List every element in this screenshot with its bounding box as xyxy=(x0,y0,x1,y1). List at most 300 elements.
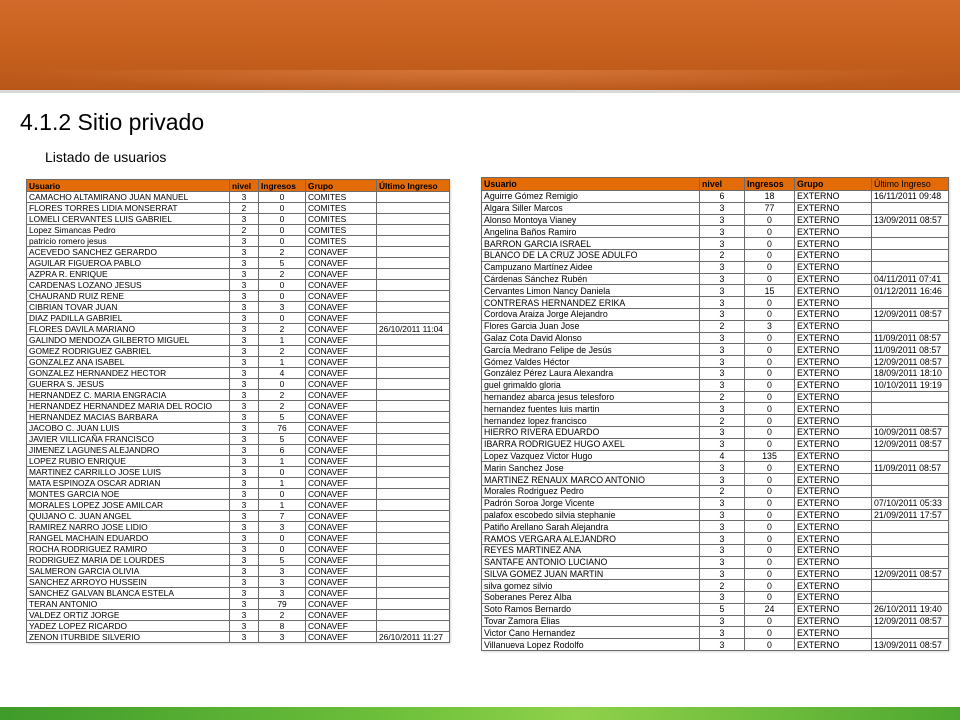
cell-ultimo-ingreso xyxy=(872,261,949,273)
cell-grupo: CONAVEF xyxy=(306,566,377,577)
cell-grupo: CONAVEF xyxy=(306,335,377,346)
table-row xyxy=(482,214,949,226)
table-row xyxy=(482,238,949,250)
table-header-row xyxy=(482,178,949,191)
table-row xyxy=(482,379,949,391)
cell-usuario: BARRON GARCIA ISRAEL xyxy=(482,238,700,250)
cell-grupo: EXTERNO xyxy=(795,509,872,521)
cell-ultimo-ingreso xyxy=(377,522,450,533)
table-row xyxy=(482,603,949,615)
table-row xyxy=(27,544,450,555)
cell-ingresos: 2 xyxy=(259,390,306,401)
cell-ultimo-ingreso xyxy=(377,566,450,577)
cell-ultimo-ingreso xyxy=(377,236,450,247)
cell-ingresos: 5 xyxy=(259,412,306,423)
column-header-ultimo-ingreso: Último Ingreso xyxy=(872,178,949,191)
cell-usuario: Tovar Zamora Elias xyxy=(482,615,700,627)
cell-ultimo-ingreso xyxy=(377,511,450,522)
table-row xyxy=(482,438,949,450)
cell-usuario: MATA ESPINOZA OSCAR ADRIAN xyxy=(27,478,230,489)
cell-ultimo-ingreso xyxy=(872,521,949,533)
cell-grupo: CONAVEF xyxy=(306,302,377,313)
cell-nivel: 3 xyxy=(230,379,259,390)
cell-ultimo-ingreso: 11/09/2011 08:57 xyxy=(872,462,949,474)
table-row xyxy=(27,324,450,335)
cell-grupo: EXTERNO xyxy=(795,533,872,545)
table-row xyxy=(27,203,450,214)
cell-ingresos: 0 xyxy=(745,556,795,568)
table-row xyxy=(27,445,450,456)
cell-ultimo-ingreso: 11/09/2011 08:57 xyxy=(872,344,949,356)
cell-nivel: 3 xyxy=(700,261,745,273)
cell-ingresos: 0 xyxy=(259,291,306,302)
cell-nivel: 2 xyxy=(700,249,745,261)
cell-usuario: Galaz Cota David Alonso xyxy=(482,332,700,344)
cell-usuario: Villanueva Lopez Rodolfo xyxy=(482,639,700,651)
cell-usuario: VALDEZ ORTIZ JORGE xyxy=(27,610,230,621)
cell-ingresos: 3 xyxy=(259,632,306,643)
cell-ingresos: 0 xyxy=(745,521,795,533)
table-row xyxy=(27,214,450,225)
cell-grupo: EXTERNO xyxy=(795,261,872,273)
cell-nivel: 3 xyxy=(700,521,745,533)
cell-grupo: EXTERNO xyxy=(795,639,872,651)
cell-nivel: 3 xyxy=(230,423,259,434)
cell-grupo: CONAVEF xyxy=(306,291,377,302)
cell-usuario: ROCHA RODRIGUEZ RAMIRO xyxy=(27,544,230,555)
cell-ingresos: 0 xyxy=(745,273,795,285)
cell-ingresos: 1 xyxy=(259,335,306,346)
table-row xyxy=(482,261,949,273)
cell-ultimo-ingreso: 26/10/2011 11:27 xyxy=(377,632,450,643)
table-row xyxy=(482,320,949,332)
cell-ingresos: 5 xyxy=(259,555,306,566)
cell-grupo: EXTERNO xyxy=(795,249,872,261)
table-row xyxy=(27,588,450,599)
cell-nivel: 3 xyxy=(230,467,259,478)
cell-usuario: AZPRA R. ENRIQUE xyxy=(27,269,230,280)
cell-grupo: CONAVEF xyxy=(306,445,377,456)
cell-usuario: ACEVEDO SANCHEZ GERARDO xyxy=(27,247,230,258)
cell-ingresos: 135 xyxy=(745,450,795,462)
cell-grupo: CONAVEF xyxy=(306,632,377,643)
cell-ingresos: 5 xyxy=(259,434,306,445)
cell-usuario: ZENON ITURBIDE SILVERIO xyxy=(27,632,230,643)
table-row xyxy=(482,273,949,285)
cell-ultimo-ingreso: 10/09/2011 08:57 xyxy=(872,426,949,438)
cell-ingresos: 0 xyxy=(259,379,306,390)
cell-usuario: FLORES DAVILA MARIANO xyxy=(27,324,230,335)
cell-ultimo-ingreso xyxy=(377,346,450,357)
column-header-nivel: nivel xyxy=(230,180,259,192)
cell-grupo: CONAVEF xyxy=(306,423,377,434)
column-header-ingresos: Ingresos xyxy=(745,178,795,191)
cell-nivel: 3 xyxy=(700,592,745,604)
cell-usuario: RAMIREZ NARRO JOSE LIDIO xyxy=(27,522,230,533)
cell-grupo: COMITES xyxy=(306,236,377,247)
cell-usuario: SANCHEZ GALVAN BLANCA ESTELA xyxy=(27,588,230,599)
table-row xyxy=(482,367,949,379)
cell-nivel: 3 xyxy=(230,269,259,280)
cell-nivel: 3 xyxy=(230,214,259,225)
cell-ultimo-ingreso xyxy=(872,544,949,556)
cell-ingresos: 0 xyxy=(745,580,795,592)
cell-usuario: Aguirre Gómez Remigio xyxy=(482,191,700,203)
cell-usuario: REYES MARTINEZ ANA xyxy=(482,544,700,556)
table-row xyxy=(27,280,450,291)
cell-grupo: CONAVEF xyxy=(306,368,377,379)
cell-ultimo-ingreso xyxy=(377,214,450,225)
cell-grupo: EXTERNO xyxy=(795,521,872,533)
table-row xyxy=(482,450,949,462)
cell-ultimo-ingreso xyxy=(377,379,450,390)
table-row xyxy=(27,423,450,434)
table-row xyxy=(27,236,450,247)
cell-grupo: EXTERNO xyxy=(795,344,872,356)
cell-grupo: EXTERNO xyxy=(795,367,872,379)
cell-grupo: CONAVEF xyxy=(306,489,377,500)
cell-ingresos: 0 xyxy=(745,568,795,580)
cell-ingresos: 0 xyxy=(745,344,795,356)
cell-nivel: 3 xyxy=(230,500,259,511)
cell-grupo: CONAVEF xyxy=(306,533,377,544)
table-row xyxy=(482,544,949,556)
cell-usuario: BLANCO DE LA CRUZ JOSE ADULFO xyxy=(482,249,700,261)
cell-ultimo-ingreso xyxy=(377,357,450,368)
cell-ultimo-ingreso xyxy=(872,592,949,604)
cell-ultimo-ingreso xyxy=(377,500,450,511)
cell-usuario: SALMERON GARCIA OLIVIA xyxy=(27,566,230,577)
cell-ingresos: 2 xyxy=(259,247,306,258)
table-row xyxy=(27,577,450,588)
table-row xyxy=(482,403,949,415)
column-header-ingresos: Ingresos xyxy=(259,180,306,192)
cell-usuario: MARTINEZ RENAUX MARCO ANTONIO xyxy=(482,474,700,486)
table-row xyxy=(27,269,450,280)
cell-ultimo-ingreso: 16/11/2011 09:48 xyxy=(872,191,949,203)
cell-ingresos: 0 xyxy=(745,415,795,427)
table-body-right xyxy=(482,191,949,651)
cell-usuario: hernandez abarca jesus telesforo xyxy=(482,391,700,403)
cell-ultimo-ingreso xyxy=(377,291,450,302)
cell-usuario: Campuzano Martínez Aidee xyxy=(482,261,700,273)
cell-usuario: CONTRERAS HERNANDEZ ERIKA xyxy=(482,297,700,309)
cell-nivel: 3 xyxy=(230,599,259,610)
cell-ingresos: 0 xyxy=(259,489,306,500)
table-row xyxy=(27,335,450,346)
cell-grupo: EXTERNO xyxy=(795,238,872,250)
cell-nivel: 3 xyxy=(230,313,259,324)
cell-grupo: EXTERNO xyxy=(795,497,872,509)
cell-nivel: 2 xyxy=(700,415,745,427)
cell-nivel: 3 xyxy=(230,489,259,500)
banner-highlight xyxy=(0,70,960,92)
cell-nivel: 3 xyxy=(230,577,259,588)
cell-nivel: 3 xyxy=(230,621,259,632)
table-row xyxy=(27,346,450,357)
cell-grupo: CONAVEF xyxy=(306,522,377,533)
cell-nivel: 3 xyxy=(230,544,259,555)
cell-nivel: 2 xyxy=(230,203,259,214)
cell-nivel: 3 xyxy=(700,297,745,309)
table-row xyxy=(27,610,450,621)
table-row xyxy=(27,500,450,511)
cell-ingresos: 0 xyxy=(259,313,306,324)
cell-grupo: CONAVEF xyxy=(306,258,377,269)
cell-grupo: CONAVEF xyxy=(306,456,377,467)
cell-ultimo-ingreso xyxy=(377,368,450,379)
cell-ultimo-ingreso: 13/09/2011 08:57 xyxy=(872,214,949,226)
cell-nivel: 3 xyxy=(230,412,259,423)
cell-nivel: 3 xyxy=(230,291,259,302)
cell-ingresos: 0 xyxy=(259,214,306,225)
cell-ingresos: 0 xyxy=(745,403,795,415)
cell-ultimo-ingreso xyxy=(872,202,949,214)
table-row xyxy=(27,368,450,379)
table-row xyxy=(27,467,450,478)
cell-usuario: GALINDO MENDOZA GILBERTO MIGUEL xyxy=(27,335,230,346)
table-row xyxy=(482,308,949,320)
cell-ingresos: 0 xyxy=(259,225,306,236)
cell-nivel: 3 xyxy=(230,357,259,368)
cell-usuario: GUERRA S. JESUS xyxy=(27,379,230,390)
cell-grupo: CONAVEF xyxy=(306,577,377,588)
cell-grupo: EXTERNO xyxy=(795,356,872,368)
table-row xyxy=(27,621,450,632)
cell-usuario: Cárdenas Sánchez Rubén xyxy=(482,273,700,285)
cell-usuario: HERNANDEZ C. MARIA ENGRACIA xyxy=(27,390,230,401)
cell-ultimo-ingreso xyxy=(377,434,450,445)
table-row xyxy=(482,191,949,203)
cell-ingresos: 3 xyxy=(259,566,306,577)
table-row xyxy=(482,556,949,568)
cell-ultimo-ingreso xyxy=(872,226,949,238)
table-row xyxy=(27,632,450,643)
cell-grupo: EXTERNO xyxy=(795,391,872,403)
cell-nivel: 3 xyxy=(700,214,745,226)
cell-grupo: EXTERNO xyxy=(795,438,872,450)
cell-ingresos: 0 xyxy=(259,533,306,544)
cell-nivel: 2 xyxy=(700,391,745,403)
cell-ingresos: 0 xyxy=(745,238,795,250)
cell-nivel: 3 xyxy=(700,509,745,521)
cell-nivel: 3 xyxy=(230,302,259,313)
cell-grupo: EXTERNO xyxy=(795,544,872,556)
cell-ultimo-ingreso: 12/09/2011 08:57 xyxy=(872,615,949,627)
table-row xyxy=(27,313,450,324)
cell-ingresos: 0 xyxy=(745,627,795,639)
cell-ingresos: 15 xyxy=(745,285,795,297)
cell-grupo: EXTERNO xyxy=(795,332,872,344)
column-header-usuario: Usuario xyxy=(27,180,230,192)
cell-ingresos: 1 xyxy=(259,456,306,467)
cell-grupo: CONAVEF xyxy=(306,390,377,401)
cell-nivel: 3 xyxy=(700,226,745,238)
cell-ultimo-ingreso xyxy=(377,280,450,291)
table-row xyxy=(482,462,949,474)
table-row xyxy=(27,401,450,412)
cell-grupo: EXTERNO xyxy=(795,627,872,639)
cell-usuario: MARTINEZ CARRILLO JOSE LUIS xyxy=(27,467,230,478)
cell-ingresos: 0 xyxy=(745,615,795,627)
cell-ultimo-ingreso xyxy=(872,297,949,309)
cell-nivel: 3 xyxy=(230,445,259,456)
cell-ultimo-ingreso: 18/09/2011 18:10 xyxy=(872,367,949,379)
cell-nivel: 3 xyxy=(700,273,745,285)
cell-grupo: EXTERNO xyxy=(795,615,872,627)
table-row xyxy=(482,615,949,627)
cell-usuario: HERNANDEZ HERNANDEZ MARIA DEL ROCIO xyxy=(27,401,230,412)
cell-ultimo-ingreso xyxy=(377,302,450,313)
table-row xyxy=(482,391,949,403)
cell-ingresos: 3 xyxy=(259,577,306,588)
cell-ultimo-ingreso xyxy=(377,533,450,544)
users-sheet-left xyxy=(26,179,450,643)
cell-grupo: CONAVEF xyxy=(306,511,377,522)
cell-ingresos: 8 xyxy=(259,621,306,632)
cell-ultimo-ingreso: 12/09/2011 08:57 xyxy=(872,308,949,320)
cell-usuario: patricio romero jesus xyxy=(27,236,230,247)
cell-nivel: 3 xyxy=(700,332,745,344)
table-row xyxy=(482,415,949,427)
cell-nivel: 3 xyxy=(700,356,745,368)
cell-usuario: silva gomez silvio xyxy=(482,580,700,592)
cell-nivel: 4 xyxy=(700,450,745,462)
cell-ingresos: 3 xyxy=(259,302,306,313)
cell-ingresos: 7 xyxy=(259,511,306,522)
users-table-right xyxy=(481,177,949,651)
cell-usuario: DIAZ PADILLA GABRIEL xyxy=(27,313,230,324)
cell-nivel: 3 xyxy=(230,478,259,489)
cell-ingresos: 0 xyxy=(259,203,306,214)
cell-ultimo-ingreso xyxy=(377,203,450,214)
cell-ultimo-ingreso xyxy=(377,390,450,401)
banner-divider xyxy=(0,90,960,93)
table-row xyxy=(482,344,949,356)
cell-ultimo-ingreso: 12/09/2011 08:57 xyxy=(872,356,949,368)
cell-ingresos: 1 xyxy=(259,500,306,511)
cell-grupo: CONAVEF xyxy=(306,610,377,621)
cell-ultimo-ingreso xyxy=(377,445,450,456)
cell-ingresos: 76 xyxy=(259,423,306,434)
cell-usuario: JACOBO C. JUAN LUIS xyxy=(27,423,230,434)
cell-nivel: 3 xyxy=(700,285,745,297)
cell-usuario: MORALES LOPEZ JOSE AMILCAR xyxy=(27,500,230,511)
cell-ingresos: 0 xyxy=(745,261,795,273)
table-row xyxy=(27,247,450,258)
cell-nivel: 3 xyxy=(700,344,745,356)
cell-usuario: CHAURAND RUIZ RENE xyxy=(27,291,230,302)
cell-ultimo-ingreso: 12/09/2011 08:57 xyxy=(872,568,949,580)
cell-usuario: HERNANDEZ MACIAS BARBARA xyxy=(27,412,230,423)
cell-grupo: EXTERNO xyxy=(795,273,872,285)
cell-usuario: hernandez fuentes luis martin xyxy=(482,403,700,415)
cell-ultimo-ingreso xyxy=(377,412,450,423)
cell-ultimo-ingreso: 11/09/2011 08:57 xyxy=(872,332,949,344)
cell-grupo: EXTERNO xyxy=(795,568,872,580)
cell-grupo: EXTERNO xyxy=(795,415,872,427)
cell-usuario: Flores Garcia Juan Jose xyxy=(482,320,700,332)
cell-grupo: EXTERNO xyxy=(795,603,872,615)
cell-ultimo-ingreso: 26/10/2011 11:04 xyxy=(377,324,450,335)
cell-usuario: LOMELI CERVANTES LUIS GABRIEL xyxy=(27,214,230,225)
table-row xyxy=(482,356,949,368)
table-row xyxy=(482,426,949,438)
table-row xyxy=(27,225,450,236)
table-row xyxy=(482,509,949,521)
cell-nivel: 3 xyxy=(700,438,745,450)
table-row xyxy=(482,580,949,592)
cell-ingresos: 0 xyxy=(745,592,795,604)
cell-ultimo-ingreso xyxy=(872,403,949,415)
cell-ultimo-ingreso: 04/11/2011 07:41 xyxy=(872,273,949,285)
cell-usuario: Cordova Araiza Jorge Alejandro xyxy=(482,308,700,320)
cell-ultimo-ingreso: 13/09/2011 08:57 xyxy=(872,639,949,651)
cell-ingresos: 4 xyxy=(259,368,306,379)
cell-nivel: 3 xyxy=(700,615,745,627)
cell-nivel: 3 xyxy=(230,610,259,621)
cell-usuario: CAMACHO ALTAMIRANO JUAN MANUEL xyxy=(27,192,230,203)
cell-nivel: 3 xyxy=(700,202,745,214)
cell-grupo: COMITES xyxy=(306,203,377,214)
cell-ultimo-ingreso xyxy=(377,577,450,588)
cell-grupo: EXTERNO xyxy=(795,462,872,474)
table-row xyxy=(482,568,949,580)
cell-ultimo-ingreso xyxy=(872,627,949,639)
cell-nivel: 3 xyxy=(700,379,745,391)
cell-nivel: 2 xyxy=(700,485,745,497)
cell-ultimo-ingreso xyxy=(377,555,450,566)
cell-ingresos: 2 xyxy=(259,401,306,412)
column-header-grupo: Grupo xyxy=(306,180,377,192)
cell-ultimo-ingreso xyxy=(377,225,450,236)
cell-nivel: 3 xyxy=(230,368,259,379)
column-header-ultimo-ingreso: Último Ingreso xyxy=(377,180,450,192)
cell-ingresos: 2 xyxy=(259,346,306,357)
cell-ultimo-ingreso xyxy=(377,258,450,269)
cell-grupo: CONAVEF xyxy=(306,412,377,423)
cell-usuario: SILVA GOMEZ JUAN MARTIN xyxy=(482,568,700,580)
cell-usuario: Soberanes Perez Alba xyxy=(482,592,700,604)
cell-ultimo-ingreso xyxy=(377,467,450,478)
cell-usuario: AGUILAR FIGUEROA PABLO xyxy=(27,258,230,269)
table-row xyxy=(27,192,450,203)
cell-nivel: 3 xyxy=(700,497,745,509)
cell-ingresos: 5 xyxy=(259,258,306,269)
cell-nivel: 3 xyxy=(230,555,259,566)
cell-nivel: 3 xyxy=(700,556,745,568)
cell-ingresos: 0 xyxy=(745,308,795,320)
cell-ingresos: 0 xyxy=(745,639,795,651)
table-row xyxy=(482,485,949,497)
slide-subtitle: Listado de usuarios xyxy=(45,149,167,165)
table-row xyxy=(27,533,450,544)
cell-ultimo-ingreso xyxy=(872,580,949,592)
table-row xyxy=(482,627,949,639)
cell-grupo: EXTERNO xyxy=(795,556,872,568)
table-row xyxy=(482,639,949,651)
cell-nivel: 3 xyxy=(700,462,745,474)
cell-grupo: CONAVEF xyxy=(306,313,377,324)
cell-ingresos: 0 xyxy=(745,438,795,450)
cell-ingresos: 0 xyxy=(745,226,795,238)
cell-nivel: 3 xyxy=(230,533,259,544)
cell-usuario: Alonso Montoya Vianey xyxy=(482,214,700,226)
table-row xyxy=(27,599,450,610)
cell-grupo: CONAVEF xyxy=(306,467,377,478)
table-row xyxy=(482,497,949,509)
cell-usuario: JAVIER VILLICAÑA FRANCISCO xyxy=(27,434,230,445)
